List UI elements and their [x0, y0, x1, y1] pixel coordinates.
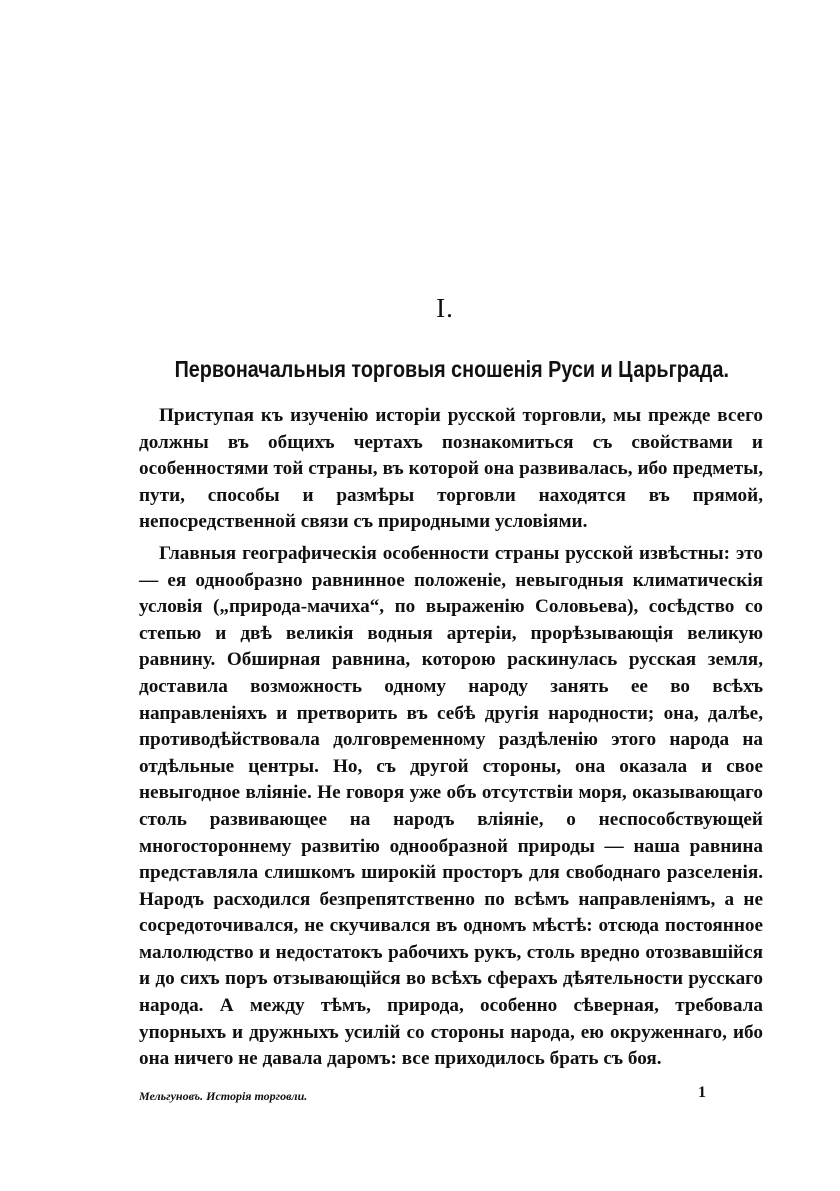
page-number: 1	[698, 1084, 706, 1101]
chapter-title: Первоначальныя торговыя сношенія Руси и Царьграда.	[174, 356, 729, 382]
paragraph: Приступая къ изученію исторіи русской торговли, мы прежде всего должны въ общихъ чертахъ познакомиться съ свойствами и особенностями той страны, въ которой она развивалась, ибо предметы, пути, способы и размѣры торговли находятся въ прямой, непосредственной связи съ природными условіями.	[139, 405, 763, 533]
chapter-number: I.	[436, 293, 454, 323]
running-footer-title: Мельгуновъ. Исторія торговли.	[139, 1089, 308, 1103]
chapter-body	[139, 403, 763, 1073]
paragraph: Главныя географическія особенности страны русской извѣстны: это — ея однообразно равнинное положеніе, невыгодныя климатическія условія („природа-мачиха“, по выраженію Соловьева), сосѣдство со степью и двѣ великія водныя артеріи, прорѣзывающія великую равнину. Обширная равнина, которою раскинулась русская земля, доставила возможность одному народу занять ее во всѣхъ направленіяхъ и претворить въ себѣ другія народности; она, далѣе, противодѣйствовала долговременному раздѣленію этого народа на отдѣльные центры. Но, съ другой стороны, она оказала и свое невыгодное вліяніе. Не говоря уже объ отсутствіи моря, оказывающаго столь развивающее на народъ вліяніе, о неспособствующей многостороннему развитію однообразной природы — наша равнина представляла слишкомъ широкій просторъ для свободнаго разселенія. Народъ расходился безпрепятственно по всѣмъ направленіямъ, а не сосредоточивался, не скучивался въ одномъ мѣстѣ: отсюда постоянное малолюдство и недостатокъ рабочихъ рукъ, столь вредно отозвавшійся и до сихъ поръ отзывающійся во всѣхъ сферахъ дѣятельности русскаго народа. А между тѣмъ, природа, особенно сѣверная, требовала упорныхъ и дружныхъ усилій со стороны народа, ею окруженнаго, ибо она ничего не давала даромъ: все приходилось брать съ боя.	[139, 542, 763, 1070]
